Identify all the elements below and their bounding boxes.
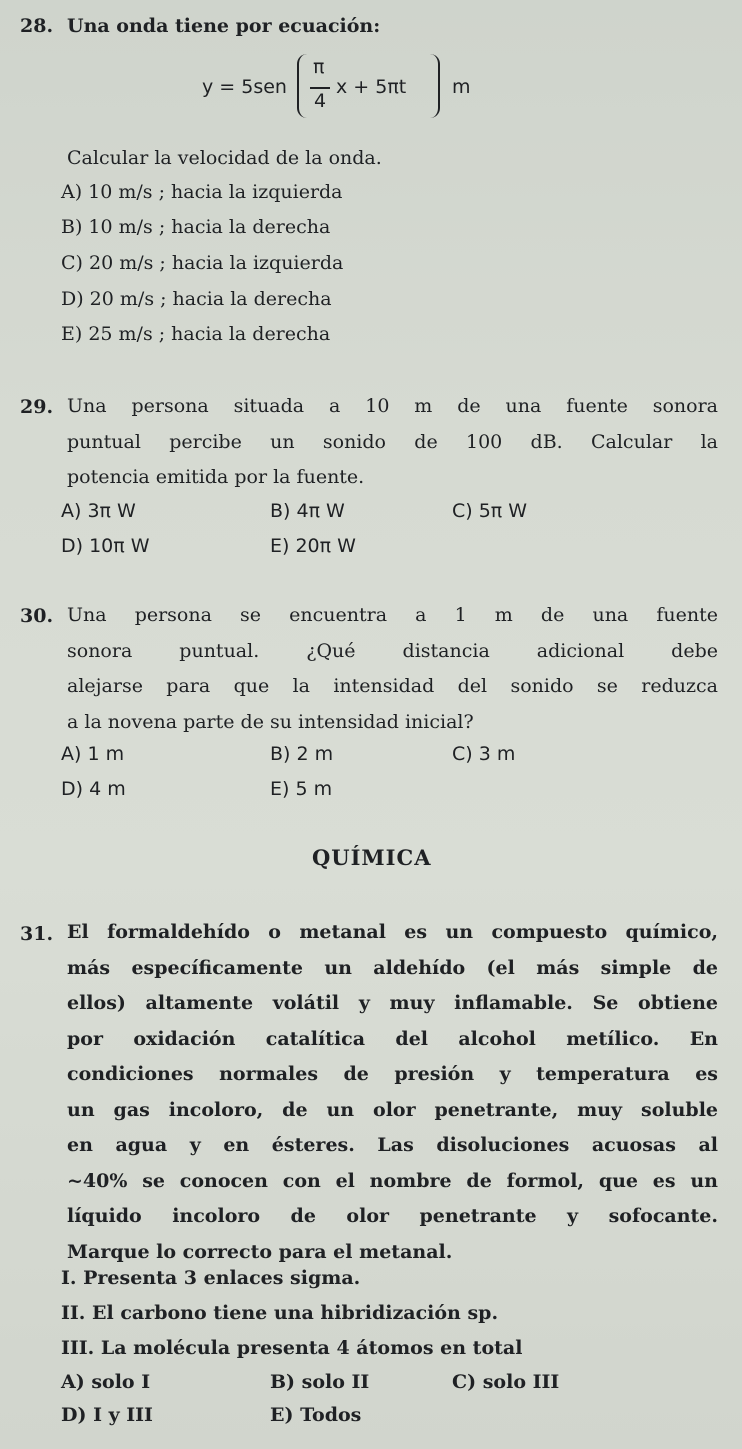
- question-instruction: Calcular la velocidad de la onda.: [67, 147, 382, 169]
- question-line: más específicamente un aldehído (el más simple de: [67, 956, 718, 979]
- option-d[interactable]: D) I y III: [61, 1404, 153, 1426]
- question-text: [67, 915, 718, 1270]
- statement-2: II. El carbono tiene una hibridización sp.: [61, 1302, 499, 1324]
- fraction-numerator: π: [313, 56, 325, 78]
- option-d[interactable]: D) 10π W: [61, 535, 150, 557]
- option-c[interactable]: C) 5π W: [452, 500, 528, 522]
- question-line: por oxidación catalítica del alcohol metílico. En: [67, 1027, 718, 1050]
- question-line: Una persona se encuentra a 1 m de una fuente: [67, 604, 718, 626]
- option-a[interactable]: A) 3π W: [61, 500, 136, 522]
- option-e[interactable]: E) 25 m/s ; hacia la derecha: [61, 323, 331, 345]
- option-d[interactable]: D) 4 m: [61, 778, 126, 800]
- option-a[interactable]: A) 10 m/s ; hacia la izquierda: [61, 181, 343, 203]
- option-c[interactable]: C) 3 m: [452, 743, 516, 765]
- right-parenthesis: [430, 54, 440, 118]
- question-line: un gas incoloro, de un olor penetrante, muy soluble: [67, 1098, 718, 1121]
- question-line: potencia emitida por la fuente.: [67, 466, 365, 488]
- question-text: [67, 389, 718, 496]
- question-line: Una persona situada a 10 m de una fuente sonora: [67, 395, 718, 417]
- question-line: El formaldehído o metanal es un compuesto químico,: [67, 921, 718, 943]
- question-line: Marque lo correcto para el metanal.: [67, 1240, 453, 1263]
- question-line: a la novena parte de su intensidad inicial?: [67, 710, 474, 733]
- option-b[interactable]: B) 2 m: [270, 743, 334, 765]
- option-a[interactable]: A) solo I: [61, 1371, 151, 1393]
- option-d[interactable]: D) 20 m/s ; hacia la derecha: [61, 288, 332, 310]
- option-e[interactable]: E) 20π W: [270, 535, 356, 557]
- option-a[interactable]: A) 1 m: [61, 743, 125, 765]
- question-line: ~40% se conocen con el nombre de formol, que es un: [67, 1169, 718, 1192]
- equation-lhs: y = 5sen: [202, 76, 287, 98]
- question-stem: Una onda tiene por ecuación:: [67, 15, 381, 37]
- statement-3: III. La molécula presenta 4 átomos en total: [61, 1337, 523, 1359]
- question-line: condiciones normales de presión y temperatura es: [67, 1063, 718, 1085]
- question-text: [67, 598, 718, 740]
- option-c[interactable]: C) 20 m/s ; hacia la izquierda: [61, 252, 344, 274]
- fraction-denominator: 4: [314, 90, 327, 112]
- equation-unit: m: [452, 76, 471, 98]
- option-b[interactable]: B) 4π W: [270, 500, 345, 522]
- option-e[interactable]: E) Todos: [270, 1404, 362, 1426]
- question-line: en agua y en ésteres. Las disoluciones acuosas al: [67, 1134, 718, 1156]
- question-number: 31.: [20, 923, 54, 945]
- equation-rest: x + 5πt: [336, 76, 407, 98]
- question-line: líquido incoloro de olor penetrante y sofocante.: [67, 1205, 718, 1227]
- question-number: 29.: [20, 396, 54, 418]
- option-b[interactable]: B) 10 m/s ; hacia la derecha: [61, 216, 331, 238]
- option-b[interactable]: B) solo II: [270, 1371, 370, 1393]
- question-line: ellos) altamente volátil y muy inflamable. Se obtiene: [67, 992, 718, 1014]
- question-number: 28.: [20, 15, 54, 37]
- fraction-bar: [310, 87, 330, 89]
- statement-1: I. Presenta 3 enlaces sigma.: [61, 1267, 361, 1289]
- section-heading: QUÍMICA: [312, 845, 432, 870]
- question-number: 30.: [20, 605, 54, 627]
- option-e[interactable]: E) 5 m: [270, 778, 333, 800]
- question-line: puntual percibe un sonido de 100 dB. Calcular la: [67, 430, 718, 453]
- question-line: sonora puntual. ¿Qué distancia adicional debe: [67, 639, 718, 662]
- left-parenthesis: [297, 54, 307, 118]
- question-line: alejarse para que la intensidad del sonido se reduzca: [67, 675, 718, 697]
- option-c[interactable]: C) solo III: [452, 1371, 560, 1393]
